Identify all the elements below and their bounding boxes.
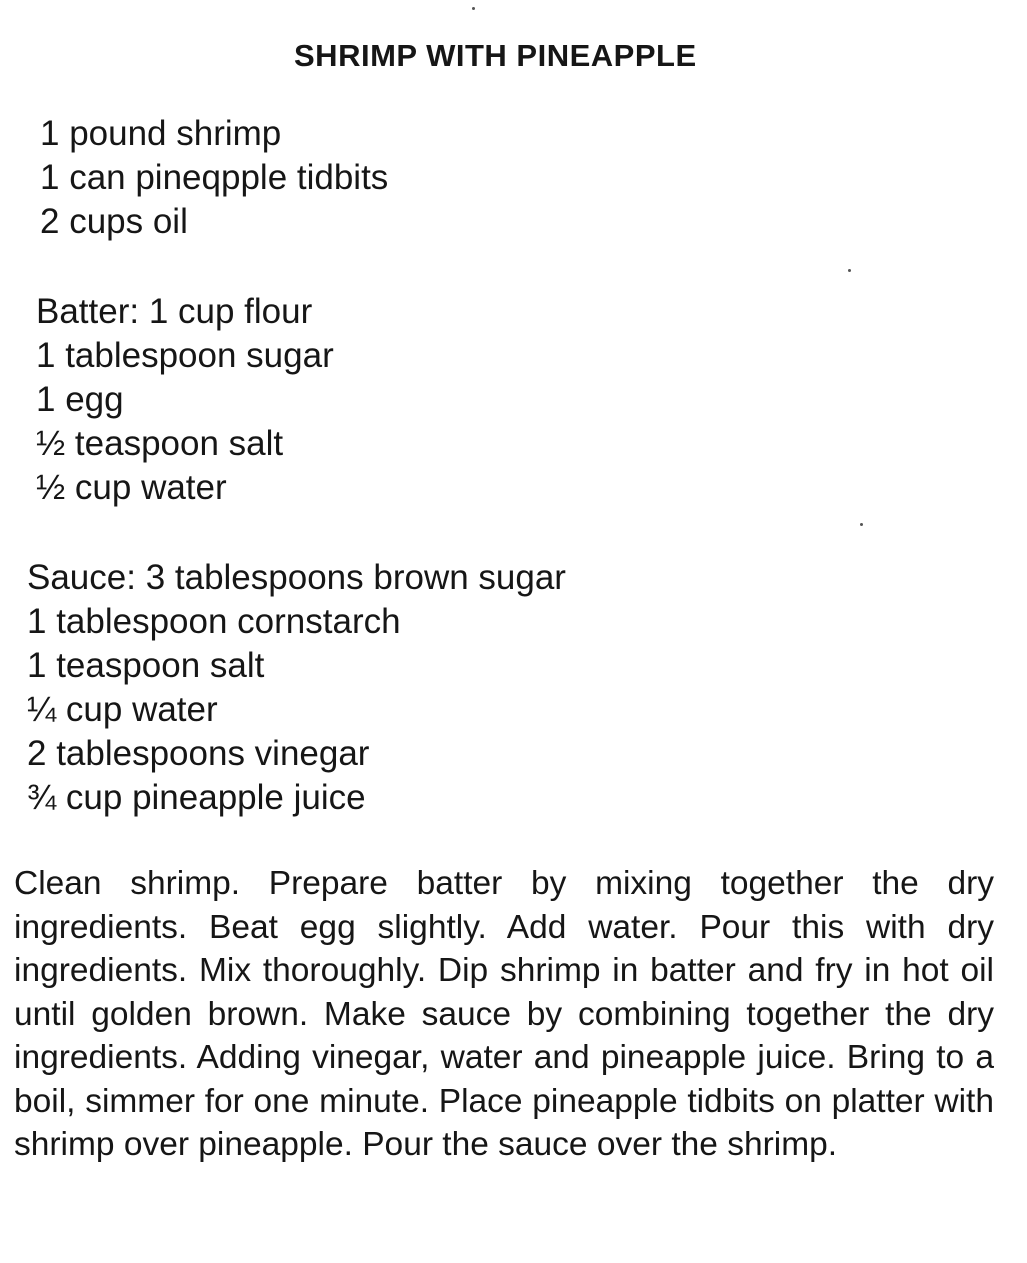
batter-line: Batter: 1 cup flour [36,292,313,331]
batter-ingredients-list [36,290,334,510]
batter-line: ½ teaspoon salt [36,424,284,463]
print-speck [848,269,851,272]
sauce-line: 1 teaspoon salt [27,646,265,685]
recipe-directions: Clean shrimp. Prepare batter by mixing together the dry ingredients. Beat egg slightly. Add water. Pour this with dry ingredients. Mix thoroughly. Dip shrimp in batter and fry in hot oil until golden brown. Make sauce by combining together the dry ingredients. Adding vinegar, water and pineapple juice. Bring to a boil, simmer for one minute. Place pineapple tidbits on platter with shrimp over pineapple. Pour the sauce over the shrimp. [14,865,994,1163]
batter-line: 1 egg [36,380,124,419]
ingredient-line: 2 cups oil [40,202,188,241]
ingredient-line: 1 can pineqpple tidbits [40,158,389,197]
sauce-line: 1 tablespoon cornstarch [27,602,401,641]
sauce-ingredients-list [27,556,566,820]
batter-line: ½ cup water [36,468,227,507]
recipe-title: SHRIMP WITH PINEAPPLE [294,38,697,73]
sauce-line: ¾ cup pineapple juice [27,778,366,817]
ingredient-line: 1 pound shrimp [40,114,282,153]
sauce-line: 2 tablespoons vinegar [27,734,370,773]
print-speck [860,523,863,526]
sauce-line: Sauce: 3 tablespoons brown sugar [27,558,566,597]
main-ingredients-list [40,112,388,244]
sauce-line: ¼ cup water [27,690,218,729]
print-speck [472,7,475,10]
batter-line: 1 tablespoon sugar [36,336,334,375]
